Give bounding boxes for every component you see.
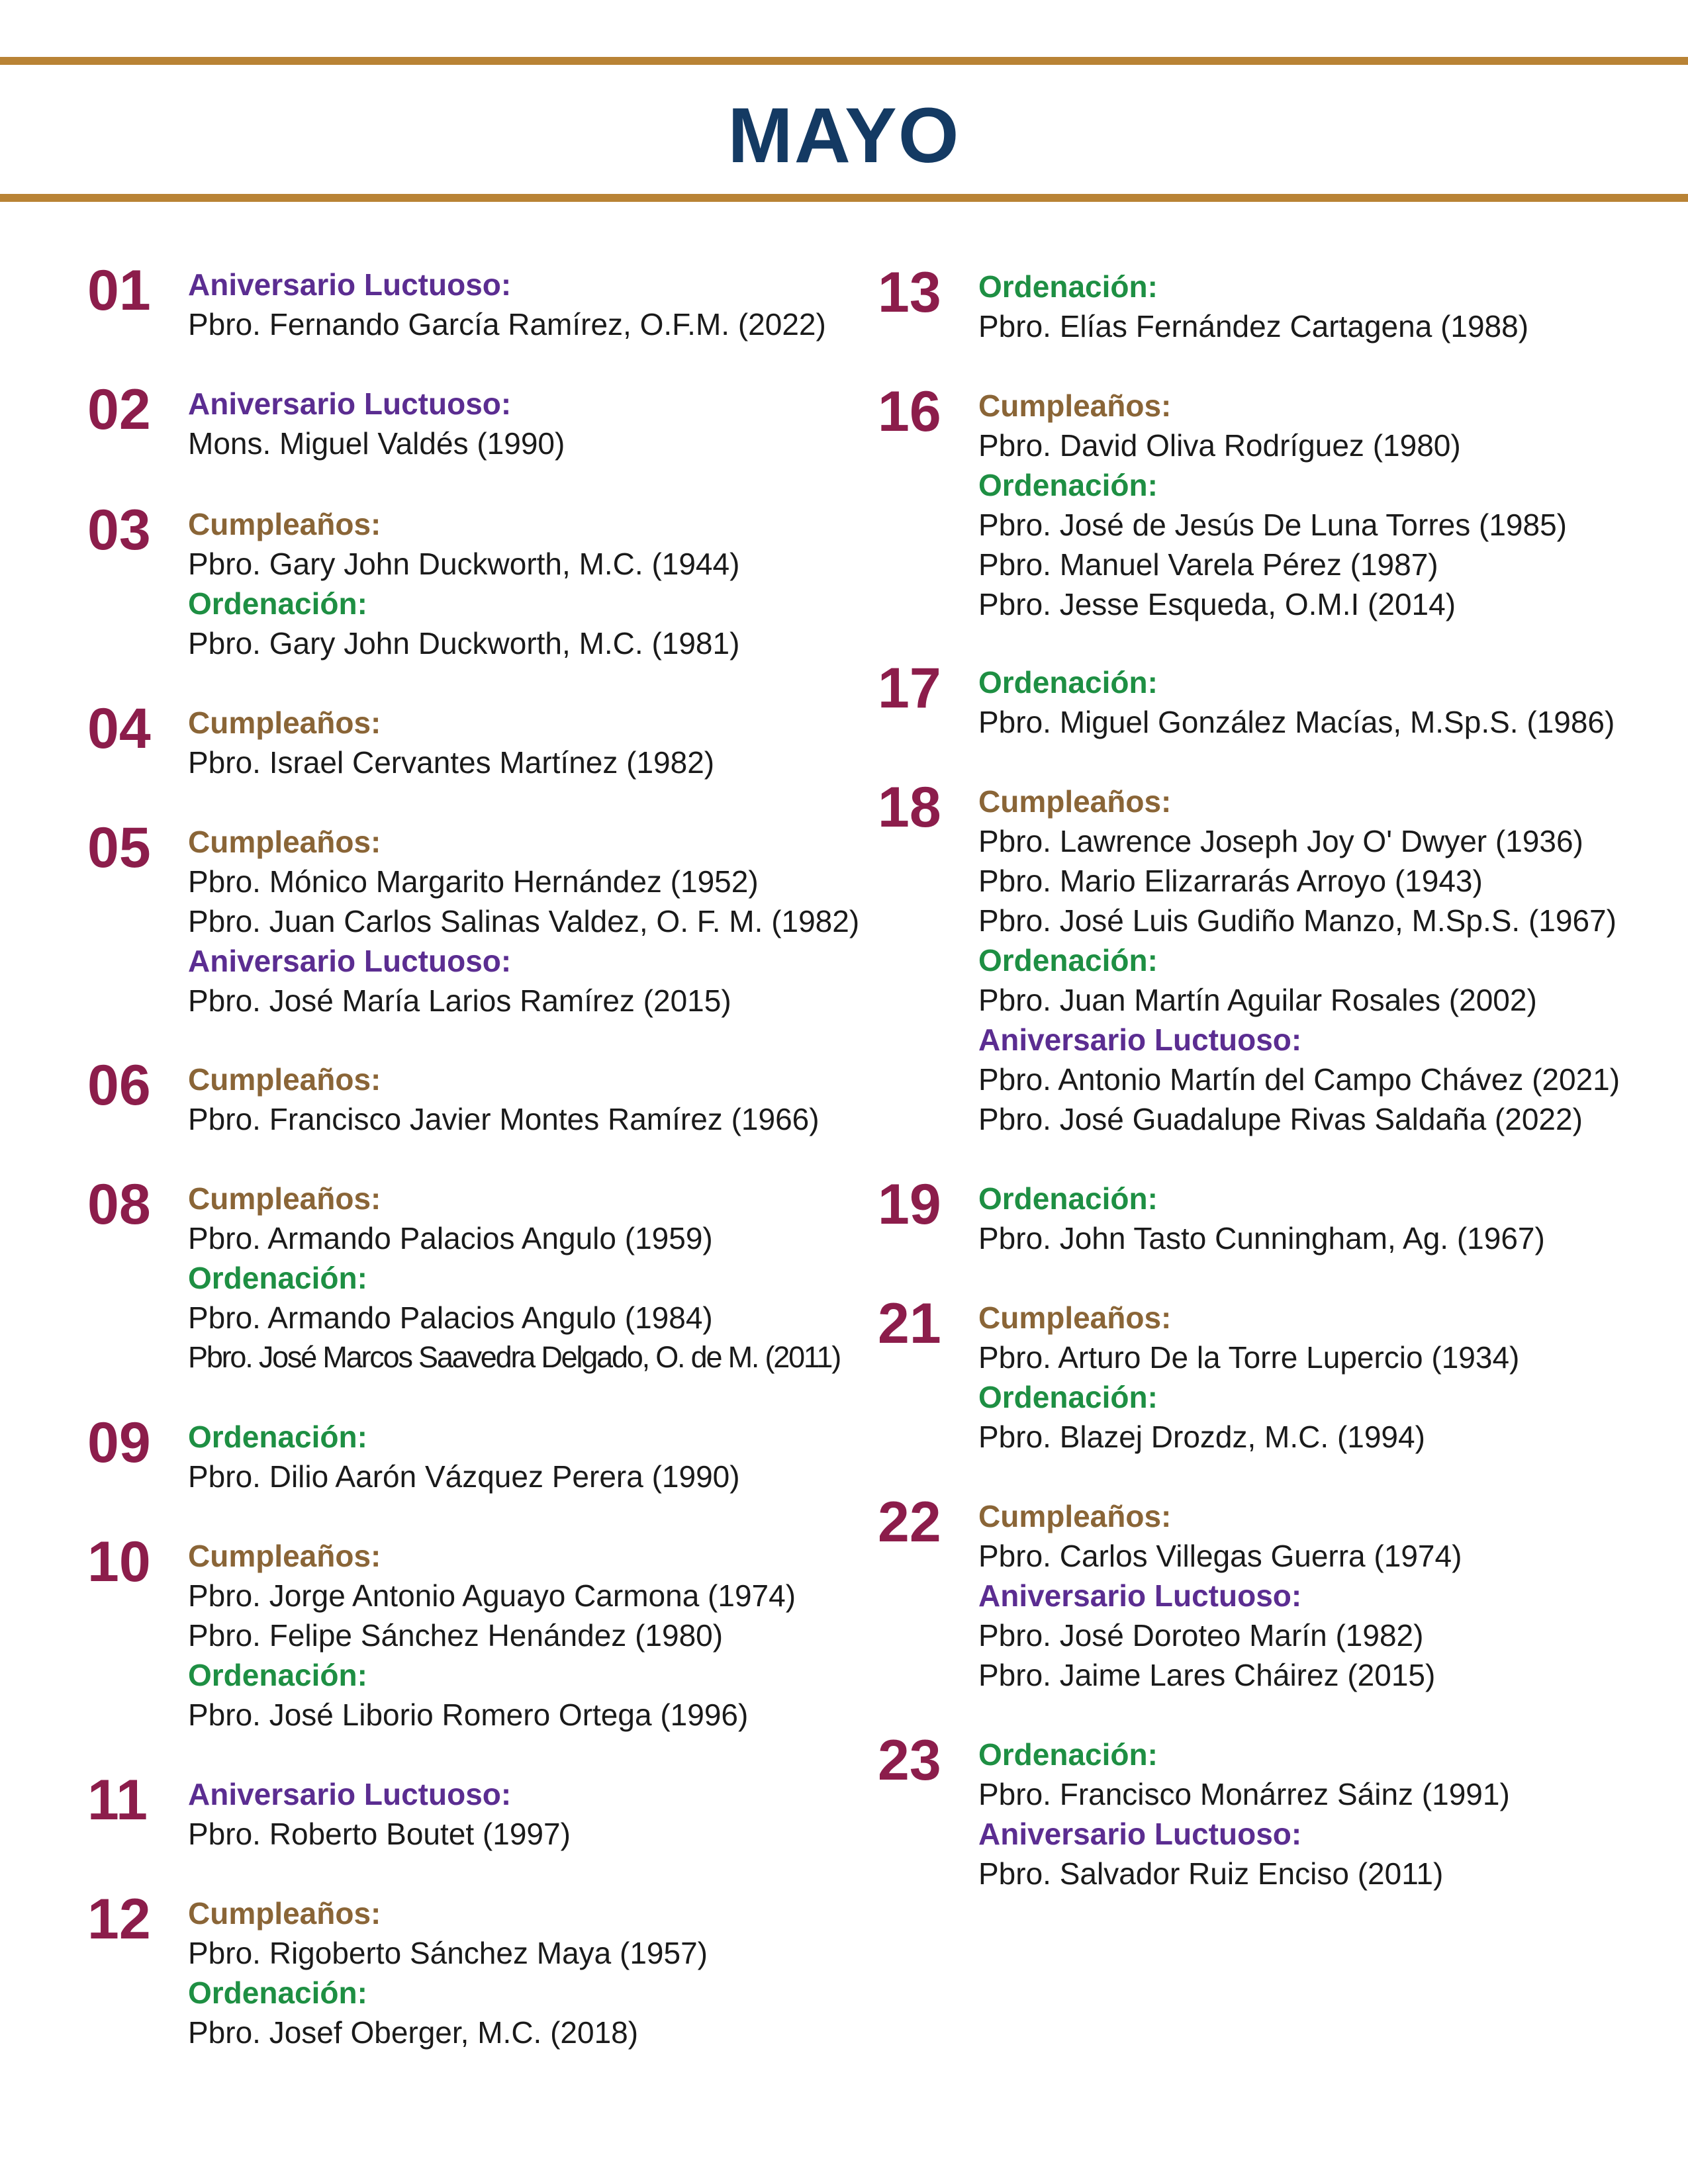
priest-name: Pbro. Josef Oberger, M.C. (2018)	[188, 2015, 639, 2050]
priest-name: Pbro. Salvador Ruiz Enciso (2011)	[978, 1856, 1444, 1891]
priest-name: Pbro. Mónico Margarito Hernández (1952)	[188, 864, 759, 899]
day-number: 01	[87, 259, 151, 322]
category-label-aniversario: Aniversario Luctuoso:	[978, 1578, 1302, 1613]
category-label-ordenacion: Ordenación:	[978, 269, 1158, 304]
day-number: 05	[87, 816, 151, 880]
entry-lines	[978, 1179, 1545, 1258]
day-number: 02	[87, 378, 151, 441]
day-number: 13	[878, 261, 941, 324]
priest-name: Pbro. Carlos Villegas Guerra (1974)	[978, 1539, 1462, 1573]
priest-name: Pbro. Felipe Sánchez Henández (1980)	[188, 1618, 724, 1653]
priest-name: Pbro. José Liborio Romero Ortega (1996)	[188, 1698, 749, 1732]
priest-name: Pbro. David Oliva Rodríguez (1980)	[978, 428, 1461, 463]
entry-lines	[978, 386, 1567, 624]
entry-lines	[188, 1417, 740, 1496]
entry-lines	[978, 1735, 1510, 1893]
category-label-ordenacion: Ordenación:	[188, 1976, 367, 2010]
priest-name: Pbro. Arturo De la Torre Lupercio (1934)	[978, 1340, 1520, 1375]
category-label-ordenacion: Ordenación:	[188, 1261, 367, 1295]
priest-name: Pbro. Dilio Aarón Vázquez Perera (1990)	[188, 1459, 740, 1494]
category-label-cumpleanos: Cumpleaños:	[188, 507, 381, 541]
entry-lines	[188, 1893, 708, 2052]
entry-lines	[188, 265, 826, 344]
day-number: 09	[87, 1411, 151, 1475]
priest-name: Mons. Miguel Valdés (1990)	[188, 426, 565, 461]
priest-name: Pbro. Juan Carlos Salinas Valdez, O. F. M. (1982)	[188, 904, 860, 938]
priest-name: Pbro. Manuel Varela Pérez (1987)	[978, 547, 1438, 582]
category-label-cumpleanos: Cumpleaños:	[188, 1181, 381, 1216]
priest-name: Pbro. Fernando García Ramírez, O.F.M. (2022)	[188, 307, 826, 341]
priest-name: Pbro. Israel Cervantes Martínez (1982)	[188, 745, 715, 780]
day-number: 03	[87, 498, 151, 562]
category-label-ordenacion: Ordenación:	[188, 1658, 367, 1692]
category-label-ordenacion: Ordenación:	[978, 468, 1158, 502]
priest-name: Pbro. Francisco Monárrez Sáinz (1991)	[978, 1777, 1510, 1811]
category-label-aniversario: Aniversario Luctuoso:	[188, 1777, 512, 1811]
category-label-cumpleanos: Cumpleaños:	[188, 705, 381, 740]
entry-lines	[978, 782, 1620, 1139]
top-rule	[0, 57, 1688, 65]
priest-name: Pbro. Miguel González Macías, M.Sp.S. (1986)	[978, 705, 1615, 739]
category-label-cumpleanos: Cumpleaños:	[188, 825, 381, 859]
category-label-aniversario: Aniversario Luctuoso:	[188, 387, 512, 421]
priest-name: Pbro. José Luis Gudiño Manzo, M.Sp.S. (1967)	[978, 903, 1617, 938]
category-label-ordenacion: Ordenación:	[188, 1420, 367, 1454]
category-label-ordenacion: Ordenación:	[978, 665, 1158, 700]
category-label-ordenacion: Ordenación:	[978, 1380, 1158, 1414]
bottom-rule	[0, 194, 1688, 202]
day-number: 17	[878, 657, 941, 720]
entry-lines	[188, 822, 859, 1021]
priest-name: Pbro. Jaime Lares Cháirez (2015)	[978, 1658, 1436, 1692]
category-label-cumpleanos: Cumpleaños:	[188, 1896, 381, 1931]
entry-lines	[188, 1060, 820, 1139]
category-label-cumpleanos: Cumpleaños:	[978, 784, 1172, 819]
entry-lines	[188, 703, 714, 782]
day-number: 10	[87, 1530, 151, 1594]
priest-name: Pbro. Armando Palacios Angulo (1984)	[188, 1300, 713, 1335]
priest-name: Pbro. Lawrence Joseph Joy O' Dwyer (1936)	[978, 824, 1583, 858]
page-title: MAYO	[727, 92, 961, 179]
category-label-aniversario: Aniversario Luctuoso:	[978, 1023, 1302, 1057]
priest-name: Pbro. Jorge Antonio Aguayo Carmona (1974)	[188, 1578, 796, 1613]
priest-name: Pbro. Mario Elizarrarás Arroyo (1943)	[978, 864, 1483, 898]
category-label-ordenacion: Ordenación:	[978, 1737, 1158, 1772]
category-label-ordenacion: Ordenación:	[978, 943, 1158, 978]
priest-name: Pbro. José Marcos Saavedra Delgado, O. de M. (2011)	[188, 1340, 841, 1374]
category-label-aniversario: Aniversario Luctuoso:	[978, 1817, 1302, 1851]
category-label-ordenacion: Ordenación:	[188, 586, 367, 621]
priest-name: Pbro. Roberto Boutet (1997)	[188, 1817, 571, 1851]
priest-name: Pbro. José Doroteo Marín (1982)	[978, 1618, 1424, 1653]
category-label-aniversario: Aniversario Luctuoso:	[188, 267, 512, 302]
day-number: 08	[87, 1173, 151, 1236]
day-number: 16	[878, 380, 941, 443]
priest-name: Pbro. John Tasto Cunningham, Ag. (1967)	[978, 1221, 1545, 1255]
category-label-cumpleanos: Cumpleaños:	[978, 388, 1172, 423]
entry-lines	[978, 1496, 1462, 1695]
priest-name: Pbro. José Guadalupe Rivas Saldaña (2022)	[978, 1102, 1583, 1136]
category-label-cumpleanos: Cumpleaños:	[188, 1062, 381, 1097]
day-number: 22	[878, 1490, 941, 1554]
day-number: 11	[87, 1768, 148, 1832]
priest-name: Pbro. Jesse Esqueda, O.M.I (2014)	[978, 587, 1456, 621]
category-label-cumpleanos: Cumpleaños:	[978, 1499, 1172, 1533]
category-label-ordenacion: Ordenación:	[978, 1181, 1158, 1216]
priest-name: Pbro. Rigoberto Sánchez Maya (1957)	[188, 1936, 708, 1970]
entry-lines	[188, 1774, 571, 1854]
priest-name: Pbro. Elías Fernández Cartagena (1988)	[978, 309, 1529, 343]
category-label-aniversario: Aniversario Luctuoso:	[188, 944, 512, 978]
category-label-cumpleanos: Cumpleaños:	[978, 1300, 1172, 1335]
day-number: 23	[878, 1729, 941, 1792]
priest-name: Pbro. Blazej Drozdz, M.C. (1994)	[978, 1420, 1425, 1454]
day-number: 18	[878, 776, 941, 839]
priest-name: Pbro. Francisco Javier Montes Ramírez (1966)	[188, 1102, 820, 1136]
entry-lines	[978, 662, 1615, 742]
entry-lines	[188, 1179, 840, 1377]
priest-name: Pbro. Antonio Martín del Campo Chávez (2021)	[978, 1062, 1620, 1097]
priest-name: Pbro. José de Jesús De Luna Torres (1985)	[978, 508, 1567, 542]
day-number: 04	[87, 697, 151, 760]
entry-lines	[188, 1536, 796, 1735]
priest-name: Pbro. Juan Martín Aguilar Rosales (2002)	[978, 983, 1537, 1017]
category-label-cumpleanos: Cumpleaños:	[188, 1539, 381, 1573]
day-number: 12	[87, 1888, 151, 1951]
entry-lines	[188, 384, 565, 463]
day-number: 19	[878, 1173, 941, 1236]
priest-name: Pbro. José María Larios Ramírez (2015)	[188, 983, 731, 1018]
priest-name: Pbro. Gary John Duckworth, M.C. (1944)	[188, 547, 740, 581]
entry-lines	[188, 504, 739, 663]
day-number: 21	[878, 1292, 941, 1355]
entry-lines	[978, 1298, 1519, 1457]
priest-name: Pbro. Armando Palacios Angulo (1959)	[188, 1221, 713, 1255]
day-number: 06	[87, 1054, 151, 1117]
priest-name: Pbro. Gary John Duckworth, M.C. (1981)	[188, 626, 740, 660]
entry-lines	[978, 267, 1528, 346]
